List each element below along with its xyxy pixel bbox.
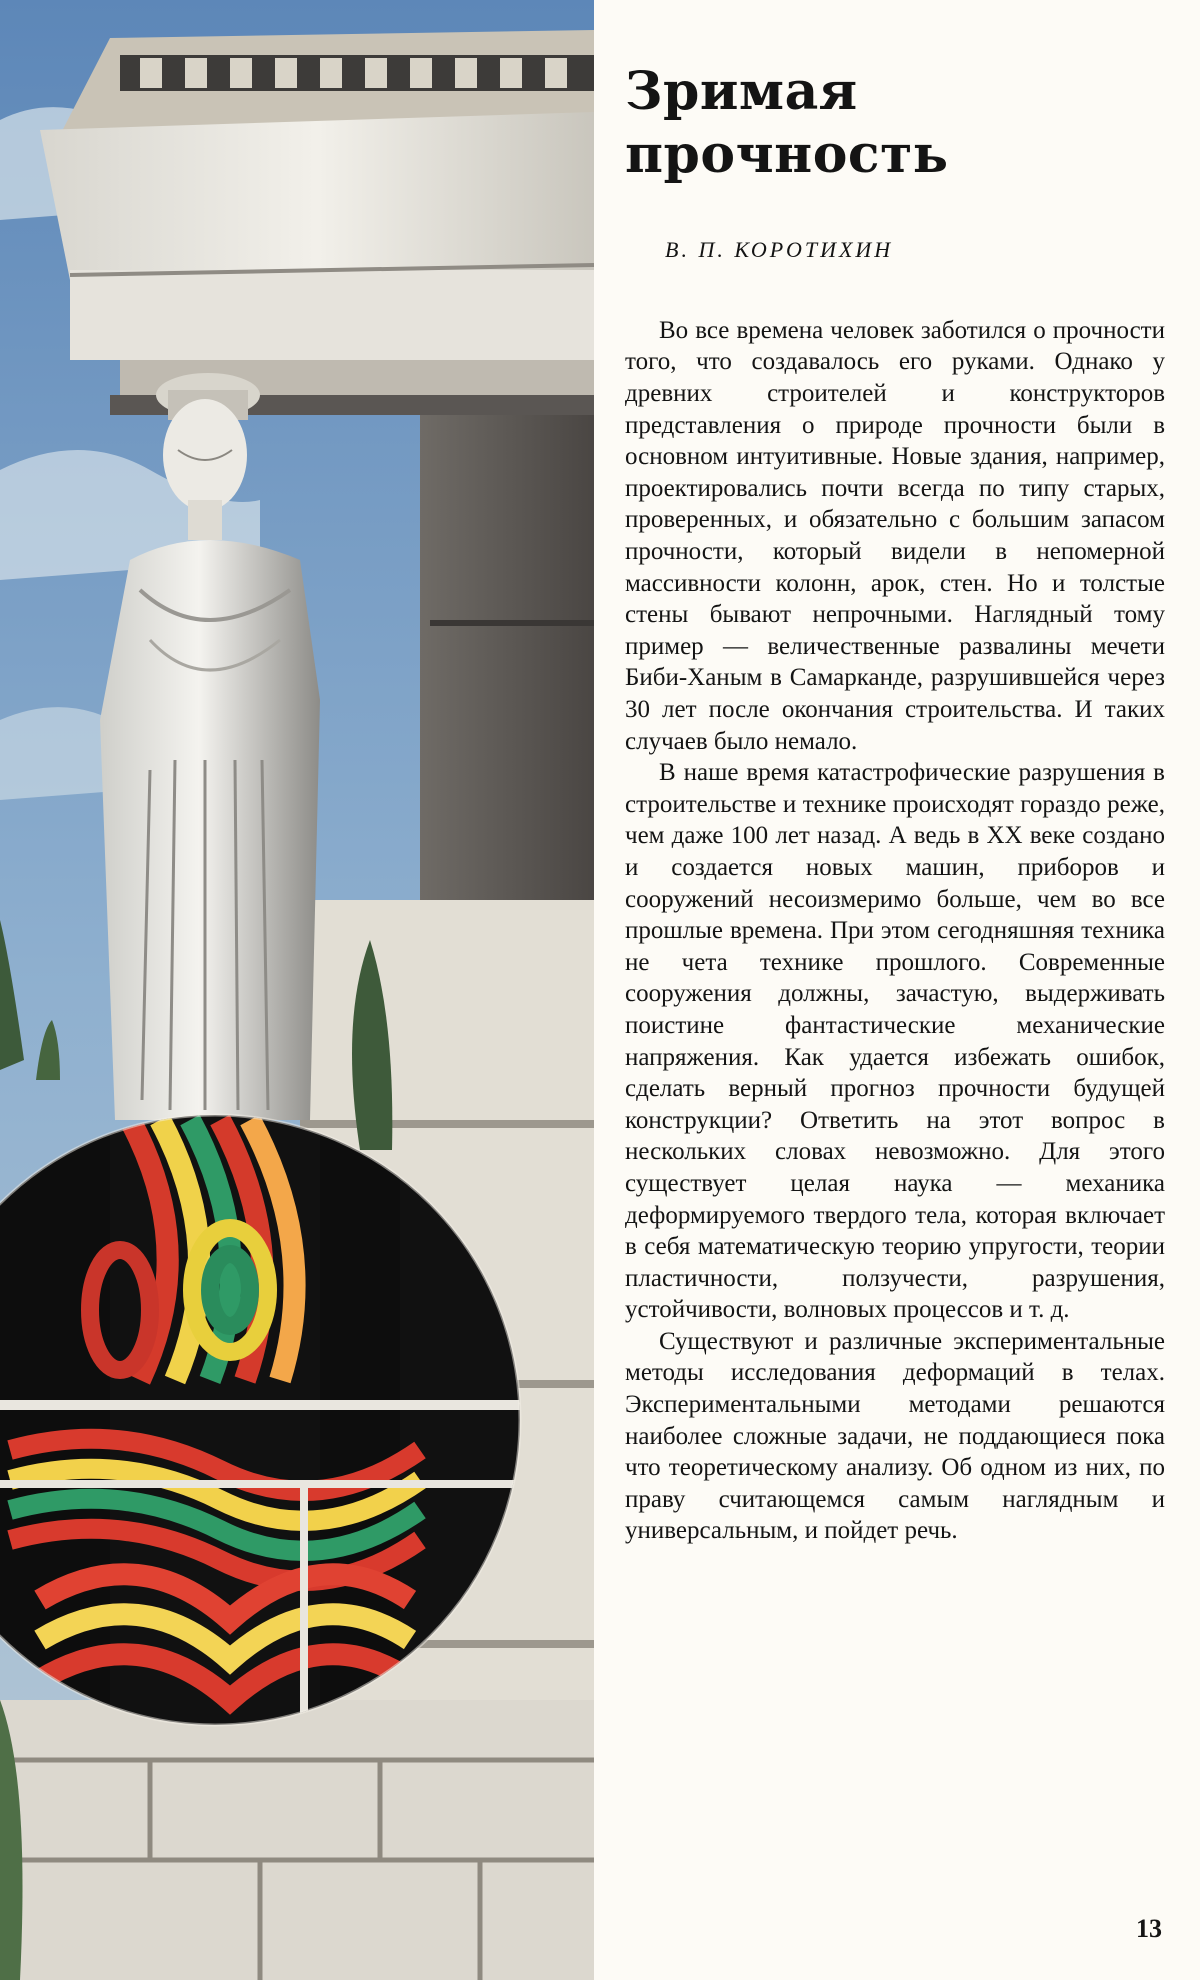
paragraph-2: В наше время катастрофические разрушения в строительстве и технике происходят гораздо реже, чем даже 100 лет назад. А ведь в XX веке создано и создается новых машин, приборов и сооружений несоизмеримо больше, чем во все прошлые времена. При этом сегодняшняя техника не чета технике прошлого. Современные сооружения должны, зачастую, выдерживать поистине фантастические механические напряжения. Как удается избежать ошибок, сделать верный прогноз прочности будущей конструкции? Ответить на этот вопрос в нескольких словах невозможно. Для этого существует целая наука — механика деформируемого твердого тела, которая включает в себя математическую теорию упругости, теории пластичности, ползучести, разрушения, устойчивости, волновых процессов и т. д.: [625, 759, 1165, 1324]
illustration-panel: [0, 0, 594, 1980]
paragraph-3: Существуют и различные экспериментальные методы исследования деформаций в телах. Экспериментальными методами решаются наиболее сложные задачи, не поддающиеся пока что теоретическому анализу. Об одном из них, по праву считающемся самым наглядным и универсальным, и пойдет речь.: [625, 1327, 1165, 1545]
page-number: 13: [1136, 1914, 1162, 1943]
article-author: В. П. КОРОТИХИН: [665, 236, 894, 262]
title-line-1: Зримая: [625, 61, 858, 122]
article-body: [625, 315, 1165, 1547]
article-title: [625, 60, 1165, 187]
article: [625, 60, 1165, 1547]
title-line-2: прочность: [625, 124, 949, 186]
caryatid-illustration: [0, 0, 594, 1980]
paragraph-1: Во все времена человек заботился о прочности того, что создавалось его руками. Однако у древних строителей и конструкторов представления о природе прочности были в основном интуитивные. Новые здания, например, проектировались почти всегда по типу старых, проверенных, и обязательно с большим запасом прочности, который видели в непомерной массивности колонн, арок, стен. Но и толстые стены бывают непрочными. Наглядный тому пример — величественные развалины мечети Биби-Ханым в Самарканде, разрушившейся через 30 лет после окончания строительства. И таких случаев было немало.: [625, 316, 1165, 755]
